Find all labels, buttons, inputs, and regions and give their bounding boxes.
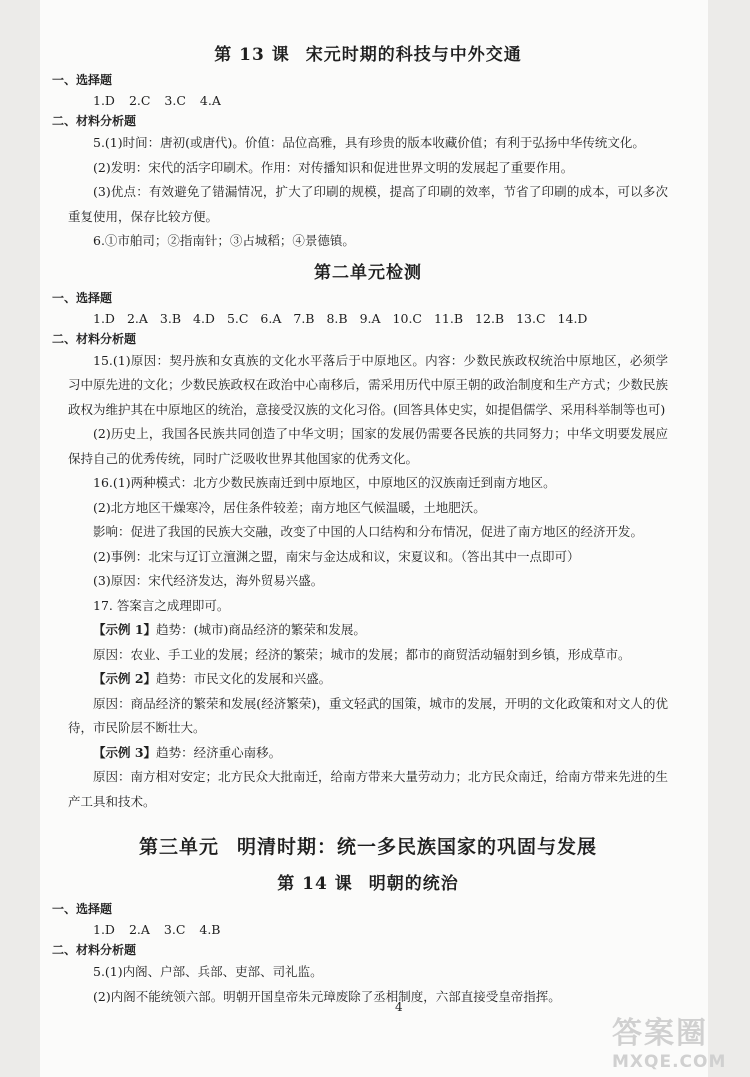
answer-item: 4.A — [199, 93, 221, 108]
document-page — [40, 0, 708, 1077]
example-1-reason: 原因：农业、手工业的发展；经济的繁荣；城市的发展；都市的商贸活动辐射到乡镇，形成草市。 — [93, 646, 631, 662]
paragraph: (2)发明：宋代的活字印刷术。作用：对传播知识和促进世界文明的发展起了重要作用。 — [93, 159, 574, 175]
lesson-13-title — [68, 40, 668, 65]
example-2-trend — [68, 667, 668, 692]
example-2-trend-text: 趋势：市民文化的发展和兴盛。 — [156, 671, 332, 686]
example-3-tag: 【示例 3】 — [93, 744, 157, 760]
answer-item: 14.D — [557, 310, 588, 326]
example-1-tag: 【示例 1】 — [93, 622, 157, 637]
answer-item: 2.C — [128, 93, 151, 108]
paragraph: (3)原因：宋代经济发达，海外贸易兴盛。 — [93, 573, 324, 588]
paragraph: 16.(1)两种模式：北方少数民族南迁到中原地区，中原地区的汉族南迁到南方地区。 — [93, 475, 556, 490]
answer-item: 1.D — [93, 93, 115, 108]
unit-2-section-choice: 一、选择题 — [52, 290, 113, 305]
answer-item: 12.B — [475, 310, 505, 326]
paragraph: 5.(1)时间：唐初(或唐代)。价值：品位高雅，具有珍贵的版本收藏价值；有利于弘扬中华传统文化。 — [93, 135, 645, 150]
lesson-13-number: 第 13 课 — [214, 45, 290, 65]
answer-item: 3.C — [163, 922, 186, 937]
lesson-13-choice-answers — [68, 90, 668, 112]
unit-2-choice-answers — [68, 308, 668, 330]
lesson-14-title — [68, 869, 668, 894]
lesson-14-name: 明朝的统治 — [368, 874, 459, 894]
lesson-13-section-analysis: 二、材料分析题 — [52, 114, 137, 128]
answer-item: 13.C — [516, 310, 546, 326]
paragraph: 6.①市舶司；②指南针；③占城稻；④景德镇。 — [93, 233, 355, 248]
lesson-14-choice-answers — [68, 919, 668, 941]
answer-item: 3.B — [159, 310, 182, 326]
example-1-trend — [68, 618, 668, 643]
watermark-site: MXQE.COM — [612, 1052, 727, 1072]
unit-2-test-title: 第二单元检测 — [314, 262, 422, 283]
watermark-logo — [612, 1008, 740, 1072]
answer-item: 4.D — [193, 310, 215, 326]
lesson-14-section-analysis: 二、材料分析题 — [52, 943, 137, 957]
paragraph: (3)优点：有效避免了错漏情况，扩大了印刷的规模，提高了印刷的效率，节省了印刷的成本，可以多次重复使用，保存比较方便。 — [68, 184, 668, 224]
answer-item: 10.C — [392, 310, 422, 326]
answer-item: 2.A — [128, 922, 150, 937]
example-3-trend — [68, 741, 668, 766]
answer-item: 2.A — [126, 310, 148, 326]
example-3-trend-text: 趋势：经济重心南移。 — [156, 744, 282, 760]
answer-item: 1.D — [93, 922, 115, 937]
page-number: 4 — [395, 1000, 403, 1014]
page-content — [52, 40, 669, 1009]
paragraph: 影响：促进了我国的民族大交融，改变了中国的人口结构和分布情况，促进了南方地区的经济开发。 — [93, 524, 644, 539]
unit-2-section-analysis: 二、材料分析题 — [52, 331, 137, 346]
answer-item: 7.B — [293, 310, 315, 326]
answer-item: 6.A — [260, 310, 282, 326]
lesson-14-section-choice: 一、选择题 — [52, 902, 113, 916]
paragraph: (2)历史上，我国各民族共同创造了中华文明；国家的发展仍需要各民族的共同努力；中华文明要发展应保持自己的优秀传统，同时广泛吸收世界其他国家的优秀文化。 — [68, 426, 668, 466]
paragraph: (2)内阁不能统领六部。明朝开国皇帝朱元璋废除了丞相制度，六部直接受皇帝指挥。 — [93, 988, 561, 1004]
paragraph: (2)事例：北宋与辽订立澶渊之盟，南宋与金达成和议，宋夏议和。（答出其中一点即可） — [93, 548, 580, 564]
answer-item: 11.B — [433, 310, 464, 326]
answer-item: 9.A — [359, 310, 381, 326]
example-1-trend-text: 趋势：(城市)商品经济的繁荣和发展。 — [156, 622, 366, 637]
answer-item: 4.B — [199, 922, 221, 937]
watermark-mark: 答案圈 — [612, 1016, 708, 1051]
paragraph: (2)北方地区干燥寒冷，居住条件较差；南方地区气候温暖，土地肥沃。 — [93, 499, 486, 515]
example-2-reason: 原因：商品经济的繁荣和发展(经济繁荣)，重文轻武的国策，城市的发展，开明的文化政策和对文人的优待，市民阶层不断壮大。 — [68, 695, 668, 735]
answer-item: 3.C — [164, 93, 186, 108]
lesson-13-section-choice: 一、选择题 — [52, 73, 113, 87]
answer-item: 5.C — [226, 310, 249, 326]
paragraph: 5.(1)内阁、户部、兵部、吏部、司礼监。 — [93, 964, 323, 979]
unit-3-number: 第三单元 — [138, 836, 219, 858]
unit-3-title — [68, 832, 668, 859]
lesson-14-number: 第 14 课 — [277, 874, 353, 894]
example-2-tag: 【示例 2】 — [93, 671, 157, 686]
paragraph: 15.(1)原因：契丹族和女真族的文化水平落后于中原地区。内容：少数民族政权统治中原地区，必须学习中原先进的文化；少数民族政权在政治中心南移后，需采用历代中原王朝的政治制度和生产方式；少数民族政权为维护其在中原地区的统治，意接受汉族的文化习俗。(回答具体史实，如提倡儒学、采用科举制等也可) — [68, 352, 669, 417]
answer-item: 1.D — [93, 310, 115, 326]
paragraph: 17. 答案言之成理即可。 — [93, 597, 230, 613]
unit-3-name: 明清时期：统一多民族国家的巩固与发展 — [237, 836, 598, 858]
answer-item: 8.B — [326, 310, 348, 326]
lesson-13-name: 宋元时期的科技与中外交通 — [305, 45, 522, 65]
example-3-reason: 原因：南方相对安定；北方民众大批南迁，给南方带来大量劳动力；北方民众南迁，给南方带来先进的生产工具和技术。 — [68, 769, 669, 809]
